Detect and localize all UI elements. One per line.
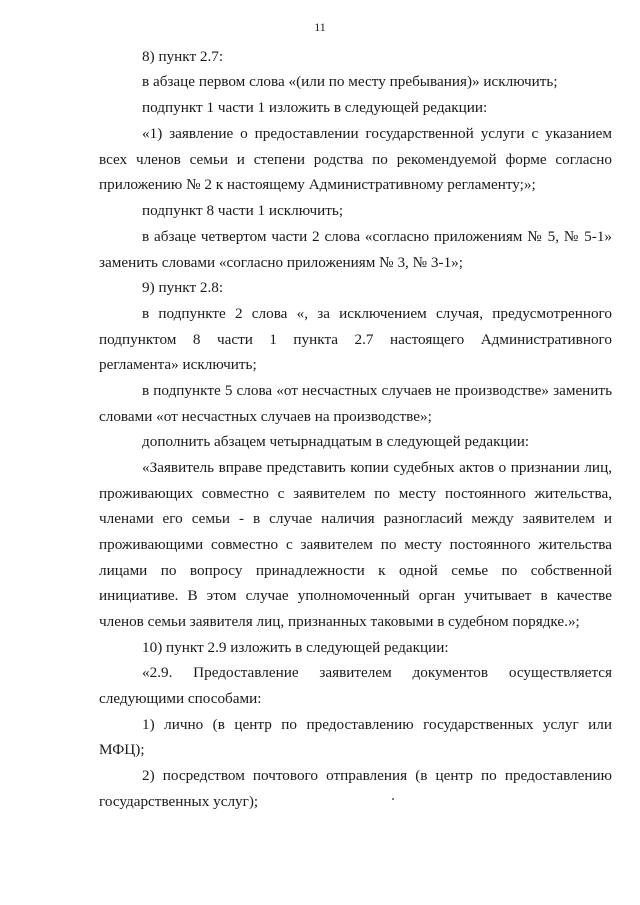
item-9-heading: 9) пункт 2.8: — [142, 279, 224, 296]
paragraph-line: лицами по вопросу принадлежности к одной семье по собственной — [99, 562, 612, 579]
paragraph-line: членами его семьи - в случае наличия разногласий между заявителем и — [99, 510, 612, 527]
paragraph-line: подпункт 8 части 1 исключить; — [142, 202, 344, 219]
paragraph-line: дополнить абзацем четырнадцатым в следующей редакции: — [142, 433, 530, 450]
paragraph-line: проживающими совместно с заявителем по месту постоянного жительства — [99, 536, 612, 553]
paragraph-line: «2.9. Предоставление заявителем документов осуществляется — [142, 664, 612, 681]
paragraph-line: в подпункте 2 слова «, за исключением случая, предусмотренного — [142, 305, 612, 322]
paragraph-line: проживающих совместно с заявителем по месту постоянного жительства, — [99, 485, 612, 502]
paragraph-line: регламента» исключить; — [99, 356, 257, 373]
paragraph-line: подпунктом 8 части 1 пункта 2.7 настоящего Административного — [99, 331, 612, 348]
item-10-heading: 10) пункт 2.9 изложить в следующей редакции: — [142, 639, 449, 656]
paragraph-line: заменить словами «согласно приложениям № 3, № 3-1»; — [99, 254, 463, 271]
paragraph-line: «Заявитель вправе представить копии судебных актов о признании лиц, — [142, 459, 612, 476]
paragraph-line: инициативе. В этом случае уполномоченный орган учитывает в качестве — [99, 587, 612, 604]
paragraph-line: «1) заявление о предоставлении государственной услуги с указанием — [142, 125, 612, 142]
paragraph-line: подпункт 1 части 1 изложить в следующей редакции: — [142, 99, 488, 116]
paragraph-line: 2) посредством почтового отправления (в центр по предоставлению — [142, 767, 612, 784]
scan-speck — [392, 798, 394, 800]
paragraph-line: в подпункте 5 слова «от несчастных случаев не производстве» заменить — [142, 382, 612, 399]
paragraph-line: следующими способами: — [99, 690, 262, 707]
paragraph-line: государственных услуг); — [99, 793, 259, 810]
paragraph-line: всех членов семьи и степени родства по рекомендуемой форме согласно — [99, 151, 612, 168]
page-number: 11 — [314, 20, 326, 34]
paragraph-line: 1) лично (в центр по предоставлению государственных услуг или — [142, 716, 612, 733]
paragraph-line: приложению № 2 к настоящему Административному регламенту;»; — [99, 176, 536, 193]
paragraph-line: словами «от несчастных случаев на производстве»; — [99, 408, 432, 425]
paragraph-line: в абзаце первом слова «(или по месту пребывания)» исключить; — [142, 73, 558, 90]
paragraph-line: в абзаце четвертом части 2 слова «согласно приложениям № 5, № 5-1» — [142, 228, 612, 245]
paragraph-line: членов семьи заявителя лиц, признанных таковыми в судебном порядке.»; — [99, 613, 580, 630]
paragraph-line: МФЦ); — [99, 741, 145, 758]
item-8-heading: 8) пункт 2.7: — [142, 48, 224, 65]
